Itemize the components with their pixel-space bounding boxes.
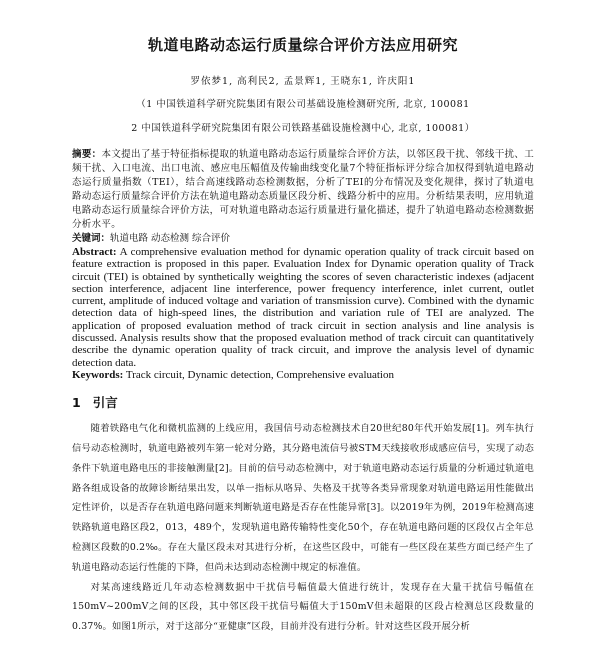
keywords-en-label: Keywords: [72,368,124,381]
abstract-en-label: Abstract: [72,246,117,258]
paper-title: 轨道电路动态运行质量综合评价方法应用研究 [147,36,458,54]
author-list: 罗依梦1, 高利民2, 孟景辉1, 王晓东1, 许庆阳1 [190,76,416,87]
affiliation-2: 2 中国铁道科学研究院集团有限公司铁路基础设施检测中心, 北京, 100081） [131,123,475,134]
section-heading [72,393,534,411]
section-number: 1 [72,395,81,411]
keywords-cn-text: 轨道电路 动态检测 综合评价 [110,233,231,244]
paragraph-1: 随着铁路电气化和微机监测的上线应用，我国信号动态检测技术自20世纪80年代开始发展[1]。列车执行信号动态检测时，轨道电路被列车第一轮对分路，其分路电流信号被STM天线接收形成感应信号，实现了动态条件下轨道电路电压的非接触测量[2]。目前的信号动态检测中，对于轨道电路动态运行质量的分析通过轨道电路各组成设备的故障诊断结果出发，以单一指标从咯异、失格及干扰等各类异常现象对轨道电路运用性能做出定性评价，以是否存在轨道电路问题来判断轨道电路是否存在性能异常[3]。以2019年为例，2019年检测高速铁路轨道电路区段2，013，489个，发现轨道电路传输特性变化50个，存在轨道电路问题的区段仅占全年总检测区段数的0.2‰。存在大量区段未对其进行分析，在这些区段中，可能有一些区段在某些方面已经产生了轨道电路动态运行性能的下降，但尚未达到动态检测中规定的标准值。 [72,423,534,573]
keywords-en-text: Track circuit, Dynamic detection, Comprehensive evaluation [125,368,394,381]
paragraph-2: 对某高速线路近几年动态检测数据中干扰信号幅值最大值进行统计，发现存在大量干扰信号幅值在150mV~200mV之间的区段，其中邻区段干扰信号幅值大于150mV但未超限的区段占检测总区段数量的0.37%。如图1所示，对于这部分“亚健康”区段，目前并没有进行分析。针对这些区段开展分析 [72,581,534,633]
abstract-en-text: A comprehensive evaluation method for dynamic operation quality of track circuit based on feature extraction is proposed in this paper. Evaluation Index for Dynamic operation quality of Track circuit (TEI) is obtained by synthetically weighting the scores of seven characteristic indexes (adjacent section interference, adjacent line interference, power frequency interference, inlet current, outlet current, amplitude of induced voltage and variation of transmission curve). Combined with the dynamic detection data of high-speed lines, the distribution and variation rule of TEI are analyzed. The application of proposed evaluation method of track circuit in section analysis and line analysis is discussed. Analysis results show that the proposed evaluation method of track circuit can quantitatively describe the dynamic operation quality of track circuit, and improve the analysis level of dynamic detection data. [72,246,534,369]
abstract-cn-label: 摘要： [72,149,102,160]
keywords-cn [72,232,534,246]
abstract-cn [72,148,534,232]
keywords-en [72,369,534,381]
abstract-cn-text: 本文提出了基于特征指标提取的轨道电路动态运行质量综合评价方法，以邻区段干扰、邻线干扰、工频干扰、入口电流、出口电流、感应电压幅值及传输曲线变化量7个特征指标评分综合加权得到轨道电路动态运行质量指数（TEI），结合高速线路动态检测数据，分析了TEI的分布情况及变化规律，探讨了轨道电路动态运行质量综合评价方法在轨道电路动态质量区段分析、线路分析中的应用。分析结果表明，应用轨道电路动态运行质量综合评价方法，可对轨道电路动态运行质量进行量化描述，提升了轨道电路动态检测数据分析水平。 [72,149,535,230]
affiliation-1: （1 中国铁道科学研究院集团有限公司基础设施检测研究所, 北京, 100081 [136,99,470,110]
section-title: 引言 [92,395,118,411]
keywords-cn-label: 关键词： [72,233,111,244]
abstract-en [72,246,534,369]
